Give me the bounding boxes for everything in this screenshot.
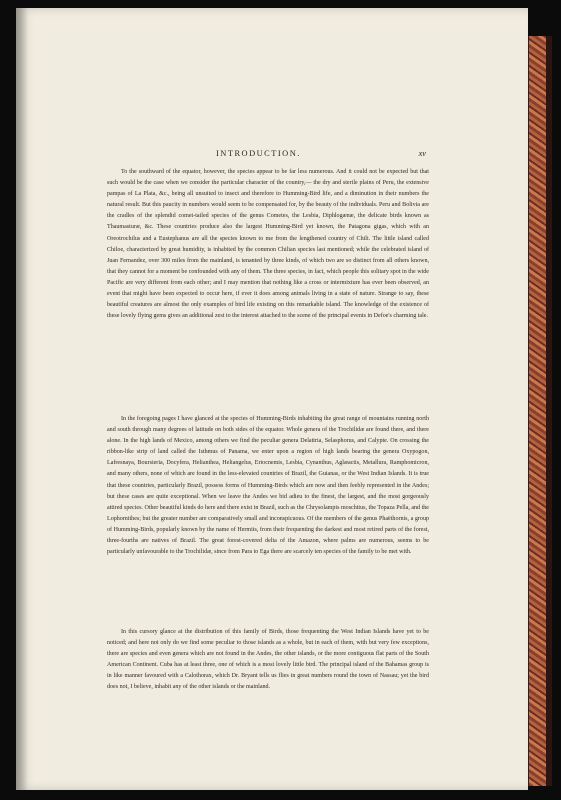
body-paragraph-1 (107, 167, 429, 322)
page-number: xv (418, 149, 426, 158)
page-gutter-shadow (16, 8, 28, 790)
paragraph-text: To the southward of the equator, however, the species appear to be far less numerous. And it could not be expected but that such would be the case when we consider the particular character of the country,— the dry and sterile plains of Peru, the extensive pampas of La Plata, &c., being all unsuited to insect and therefore to Humming-Bird life, and a diminution in their numbers the natural result. But this paucity in numbers would seem to be compensated for, by the beauty of the individuals. Peru and Bolivia are the cradles of the splendid comet-tailed species of the genus Cometes, the Lesbia, Diphlogænæ, the delicate birds known as Thaumasturæ, &c. These countries produce also the largest Humming-Bird yet known, the Patagona gigas, which with an Oreotrochilus and a Eustephanus are all the species known to me from the lengthened country of Chili. The little island called Chiloe, characterized by great humidity, is inhabited by the common Chilian species last mentioned; while the celebrated island of Juan Fernandez, over 300 miles from the mainland, is tenanted by three kinds, of which two are so distinct from all others known, that they cannot for a moment be confounded with any of them. The three species, in fact, which people this solitary spot in the wide Pacific are very different from each other; and I may mention that nothing like a cross or intermixture has ever been observed, an event that might have been expected to occur here, if ever it does among animals living in a state of nature. Strange to say, these beautiful creatures are almost the only examples of bird life existing on this remarkable island. The knowledge of the existence of these lovely flying gems gives an additional zest to the interest attached to the scene of the principal events in Defoe's charming tale. (107, 169, 429, 320)
running-title: INTRODUCTION. (216, 149, 301, 158)
paragraph-text: In this cursory glance at the distribution of this family of Birds, those frequenting the West Indian Islands have yet to be noticed; and here not only do we find some peculiar to those islands as a whole, but in each of them, with but very few exceptions, there are species and even genera which are not found in the Andes, the other islands, or the more contiguous flat parts of the South American Continent. Cuba has at least three, one of which is a most lovely little bird. The principal island of the Bahamas group is in like manner favoured with a Calothorax, which Dr. Bryant tells us flies in great numbers round the town of Nassau; yet the bird does not, I believe, inhabit any of the other islands or the mainland. (107, 629, 429, 691)
body-paragraph-2 (107, 414, 429, 558)
paragraph-text: In the foregoing pages I have glanced at the species of Humming-Birds inhabiting the great range of mountains running north and south through many degrees of latitude on both sides of the equator. Whole genera of the Trochilidæ are found there, and there alone. In the high lands of Mexico, among others we find the peculiar genera Delattria, Selasphorus, and Calypte. On crossing the ribbon-like strip of land called the Isthmus of Panama, we enter upon a region of high lands bearing the genera Oxypogon, Lafresnaya, Boursieria, Docyfera, Heliantheа, Heliangelus, Eriocnemis, Lesbia, Cynanthus, Aglæactis, Metallura, Ramphomicron, and many others, none of which are found in the less-elevated countries of Brazil, the Guianas, or the West Indian Islands. It is true that these countries, particularly Brazil, possess forms of Humming-Birds which are now and then feebly represented in the Andes; but these cases are quite exceptional. When we leave the Andes we bid adieu to the finest, the largest, and the most gorgeously attired species. Other beautiful kinds do here and there exist in Brazil, such as the Chrysolampis moschitus, the Topaza Pella, and the Lophornithes; but the greater number are comparatively small and inconspicuous. Of the members of the genus Phaëthornis, a group of Humming-Birds, popularly known by the name of Hermits, from their frequenting the darkest and most retired parts of the forest, three-fourths are natives of Brazil. The great forest-covered delta of the Amazon, where palms are numerous, seems to be particularly unfavourable to the Trochilidæ, since from Para to Ega there are scarcely ten species of the family to be met with. (107, 416, 429, 556)
cover-edge (546, 36, 552, 786)
body-paragraph-3 (107, 627, 429, 694)
marbled-edge (528, 36, 547, 786)
